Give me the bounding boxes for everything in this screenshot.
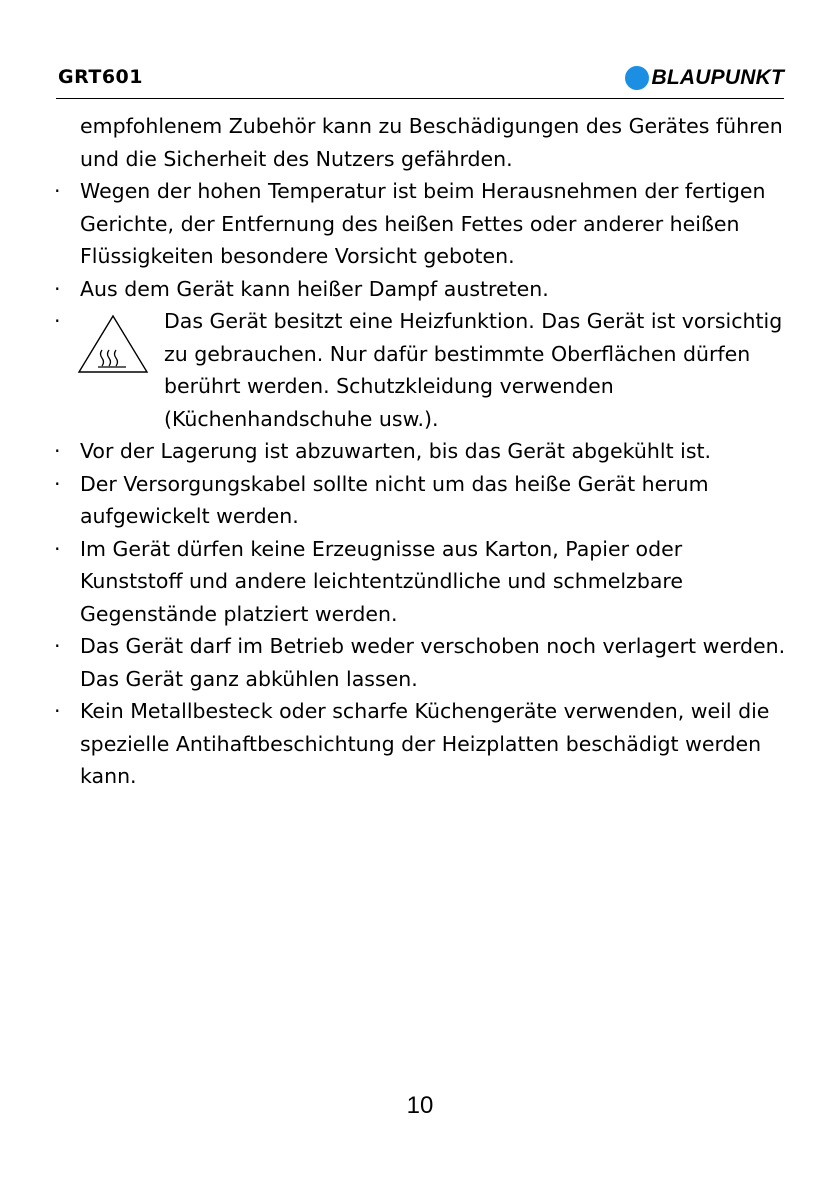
list-item-text: Das Gerät besitzt eine Heizfunktion. Das Gerät ist vorsichtig zu gebrauchen. Nur dafür bestimmte Oberflächen dürfen berührt werden. Schutzkleidung verwenden (Küchenhandschuhe usw.). — [164, 309, 783, 431]
list-item-text: Aus dem Gerät kann heißer Dampf austreten. — [80, 276, 549, 301]
bullet: · — [54, 309, 61, 333]
list-item — [50, 695, 790, 793]
continuation-paragraph — [50, 110, 790, 175]
bullet: · — [54, 439, 61, 463]
list-item-warning — [50, 305, 790, 435]
list-item-text: Der Versorgungskabel sollte nicht um das heiße Gerät herum aufgewickelt werden. — [80, 471, 709, 528]
list-item-text: Das Gerät darf im Betrieb weder verschoben noch verlagert werden. Das Gerät ganz abkühlen lassen. — [80, 634, 786, 691]
list-item-text: Wegen der hohen Temperatur ist beim Herausnehmen der fertigen Gerichte, der Entfernung des heißen Fettes oder anderer heißen Flüssigkeiten besondere Vorsicht geboten. — [80, 179, 766, 268]
brand-dot-icon — [625, 66, 649, 90]
bullet: · — [54, 699, 61, 723]
list-item-text: Im Gerät dürfen keine Erzeugnisse aus Karton, Papier oder Kunststoff und andere leichtentzündliche und schmelzbare Gegenstände platziert werden. — [80, 536, 683, 626]
list-item — [50, 175, 790, 273]
list-item — [50, 273, 790, 306]
continuation-text: empfohlenem Zubehör kann zu Beschädigungen des Gerätes führen und die Sicherheit des Nutzers gefährden. — [80, 114, 783, 171]
brand-logo — [625, 66, 784, 90]
list-item — [50, 630, 790, 695]
safety-instructions — [50, 110, 790, 793]
bullet: · — [54, 179, 61, 203]
bullet: · — [54, 276, 61, 301]
list-item-text: Kein Metallbesteck oder scharfe Küchengeräte verwenden, weil die spezielle Antihaftbeschichtung der Heizplatten beschädigt werden kann. — [80, 699, 770, 788]
brand-name: BLAUPUNKT — [651, 66, 784, 89]
page-header — [56, 64, 784, 99]
bullet: · — [54, 536, 61, 561]
list-item — [50, 468, 790, 533]
list-item-text: Vor der Lagerung ist abzuwarten, bis das Gerät abgekühlt ist. — [80, 439, 712, 463]
bullet: · — [54, 471, 61, 496]
model-number: GRT601 — [58, 66, 143, 88]
list-item — [50, 533, 790, 631]
bullet: · — [54, 634, 61, 658]
list-item — [50, 435, 790, 468]
page-number: 10 — [406, 1092, 434, 1119]
hot-surface-warning-icon — [76, 313, 150, 375]
